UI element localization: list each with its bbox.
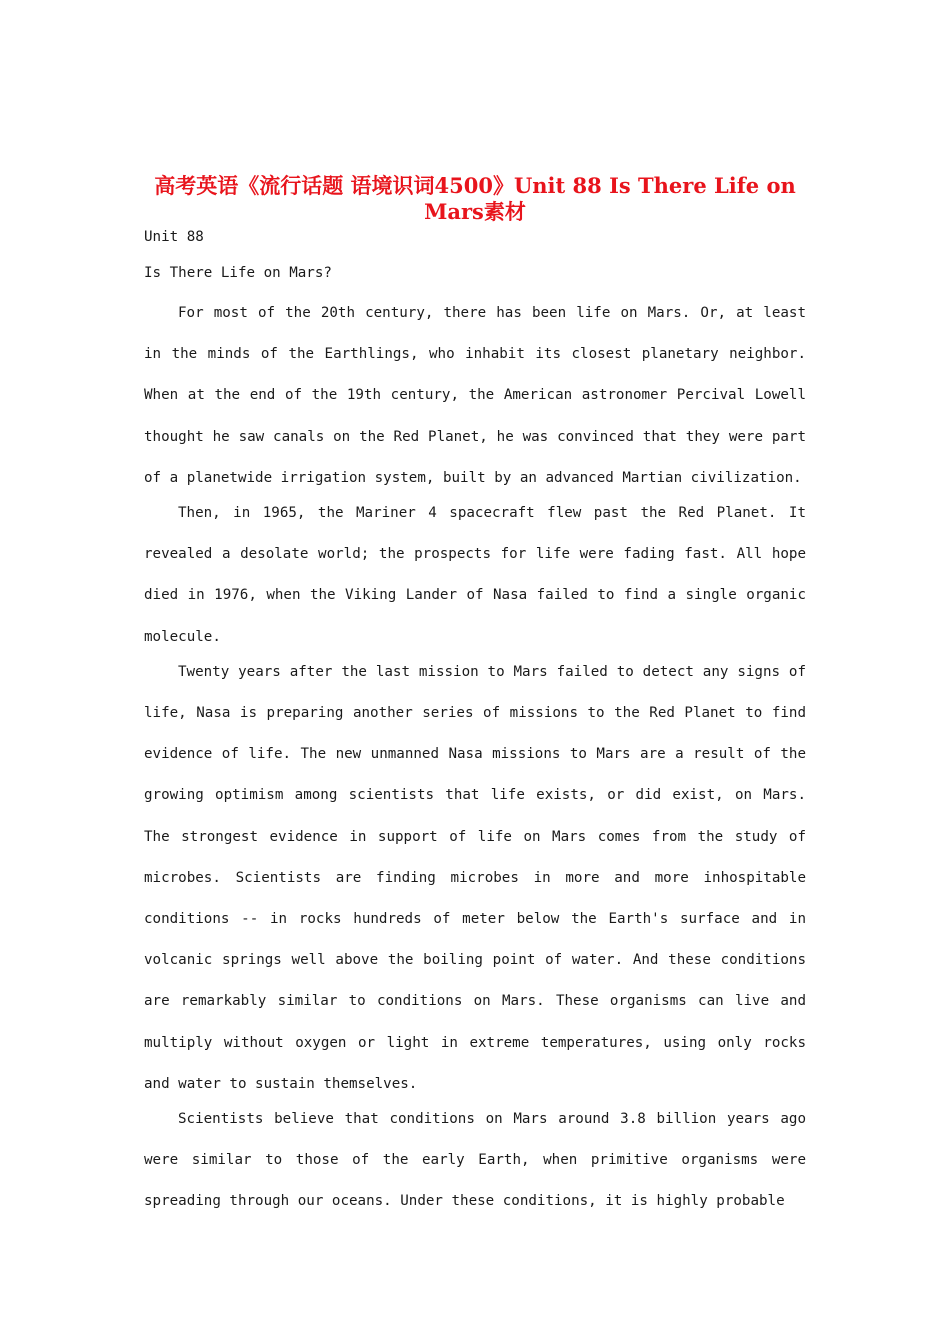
- paragraph-4: Scientists believe that conditions on Mars around 3.8 billion years ago were similar to those of the early Earth, when primitive organisms were spreading through our oceans. Under these conditions, it is highly probable: [144, 1111, 806, 1210]
- paragraph-3: Twenty years after the last mission to Mars failed to detect any signs of life, Nasa is preparing another series of missions to the Red Planet to find evidence of life. The new unmanned Nasa missions to Mars are a result of the growing optimism among scientists that life exists, or did exist, on Mars. The strongest evidence in support of life on Mars comes from the study of microbes. Scientists are finding microbes in more and more inhospitable conditions -- in rocks hundreds of meter below the Earth's surface and in volcanic springs well above the boiling point of water. And these conditions are remarkably similar to conditions on Mars. These organisms can live and multiply without oxygen or light in extreme temperatures, using only rocks and water to sustain themselves.: [144, 663, 806, 1092]
- paragraph-2: Then, in 1965, the Mariner 4 spacecraft flew past the Red Planet. It revealed a desolate world; the prospects for life were fading fast. All hope died in 1976, when the Viking Lander of Nasa failed to find a single organic molecule.: [144, 505, 806, 645]
- paragraph-1: For most of the 20th century, there has been life on Mars. Or, at least in the minds of the Earthlings, who inhabit its closest planetary neighbor. When at the end of the 19th century, the American astronomer Percival Lowell thought he saw canals on the Red Planet, he was convinced that they were part of a planetwide irrigation system, built by an advanced Martian civilization.: [144, 305, 806, 486]
- article-heading: Is There Life on Mars?: [144, 265, 332, 281]
- document-title: 高考英语《流行话题 语境识词4500》Unit 88 Is There Life on Mars素材: [154, 173, 796, 224]
- document-body: [144, 224, 806, 1223]
- unit-label: Unit 88: [144, 229, 204, 245]
